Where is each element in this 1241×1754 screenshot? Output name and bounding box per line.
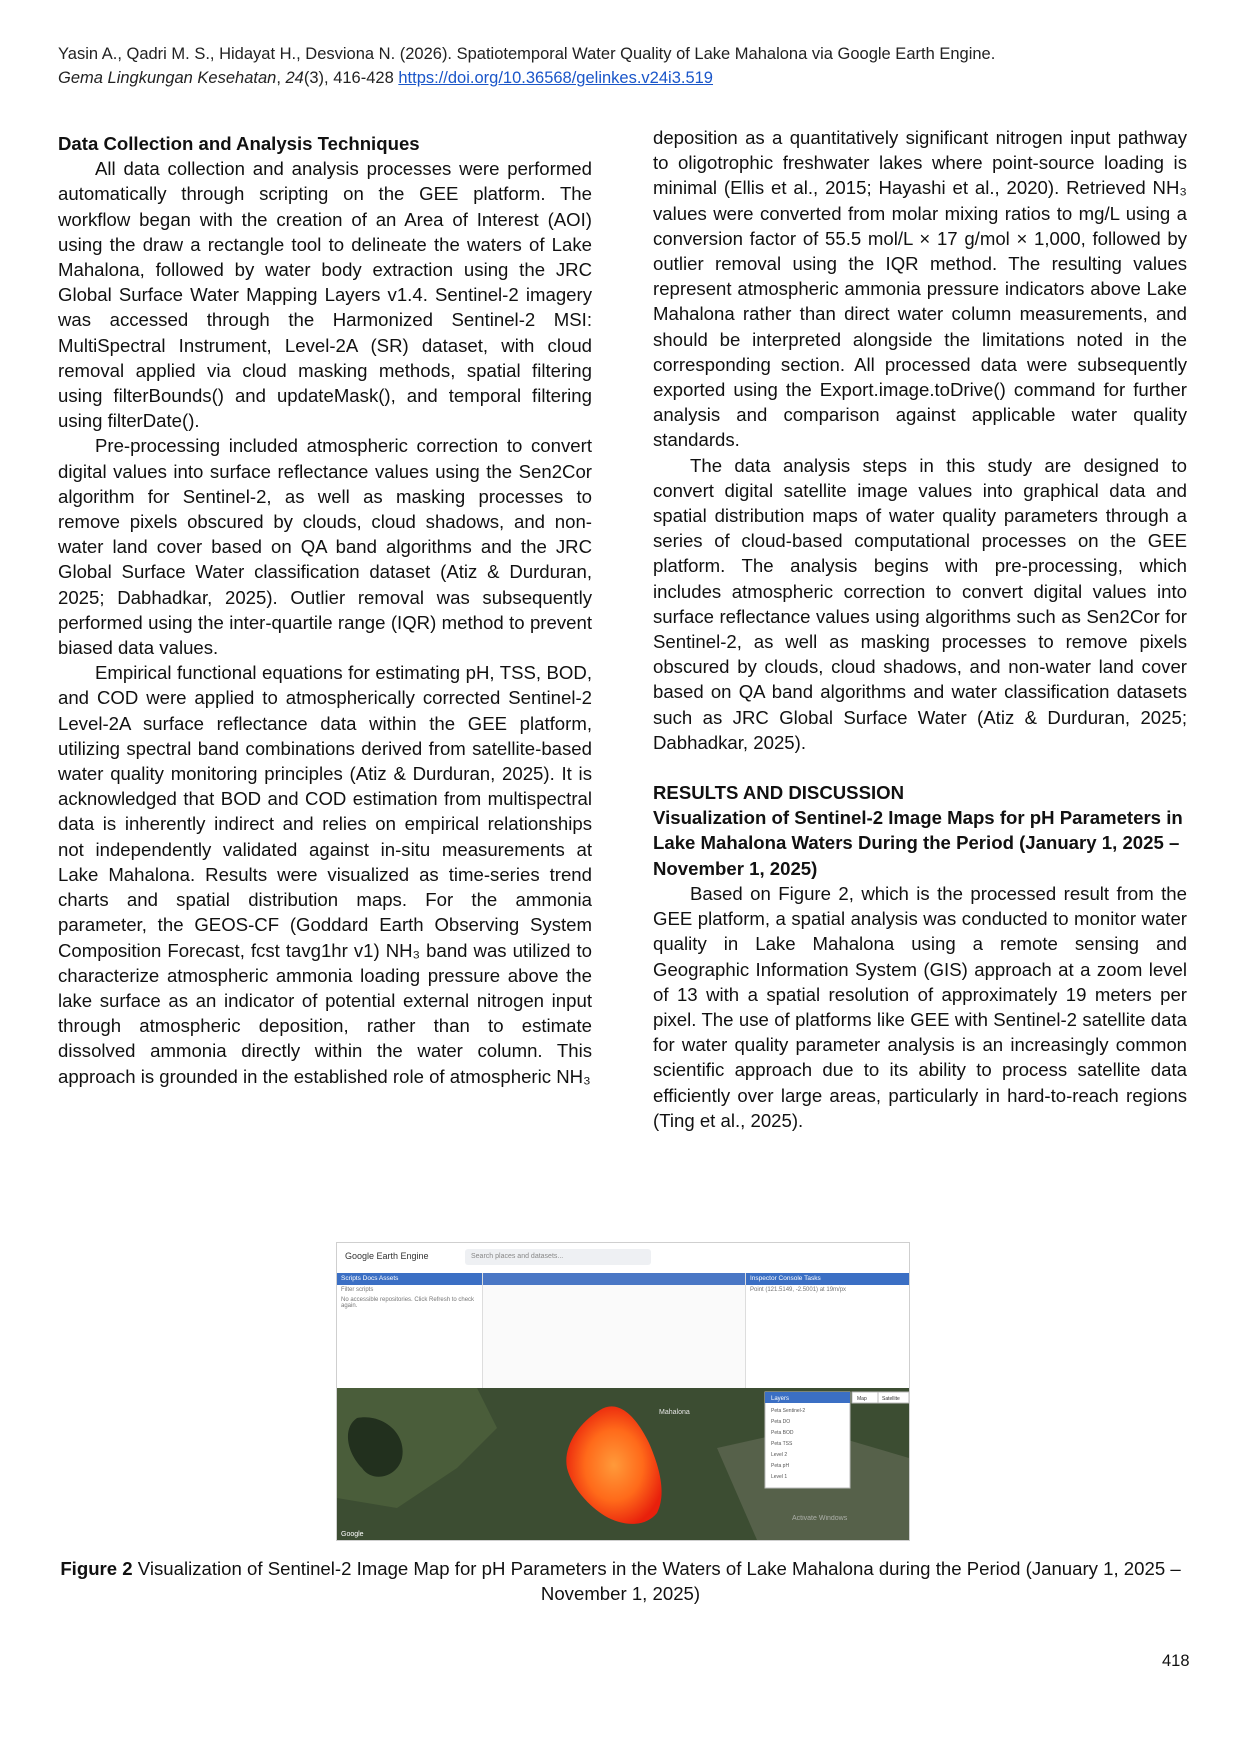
journal-line: Gema Lingkungan Kesehatan, 24(3), 416-428 https://doi.org/10.36568/gelinkes.v24i3.519 xyxy=(58,69,713,87)
gee-layer-item: Level 1 xyxy=(771,1474,788,1480)
figure-2-gee-screenshot xyxy=(336,1242,910,1541)
paragraph: Based on Figure 2, which is the processed result from the GEE platform, a spatial analysis was conducted to monitor water quality in Lake Mahalona using a remote sensing and Geographic Information System (GIS) approach at a zoom level of 13 with a spatial resolution of approximately 19 meters per pixel. The use of platforms like GEE with Sentinel-2 satellite data for water quality parameter analysis is an increasingly common scientific approach due to its ability to process satellite data efficiently over large areas, particularly in hard-to-reach regions (Ting et al., 2025). xyxy=(653,882,1187,1131)
gee-toolbar xyxy=(337,1243,909,1274)
section-heading-results: RESULTS AND DISCUSSION xyxy=(653,782,905,804)
paragraph: All data collection and analysis processes were performed automatically through scripting on the GEE platform. The workflow began with the creation of an Area of Interest (AOI) using the draw a rectangle tool to delineate the waters of Lake Mahalona, followed by water body extraction using the JRC Global Surface Water Mapping Layers v1.4. Sentinel-2 imagery was accessed through the Harmonized Sentinel-2 MSI: MultiSpectral Instrument, Level-2A (SR) dataset, with cloud removal applied via cloud masking methods, spatial filtering using filterBounds() and updateMask(), and temporal filtering using filterDate(). xyxy=(58,158,592,432)
section-heading-data-collection: Data Collection and Analysis Techniques xyxy=(58,133,420,154)
paragraph: deposition as a quantitatively significant nitrogen input pathway to oligotrophic freshwater lakes where point-source loading is minimal (Ellis et al., 2015; Hayashi et al., 2020). Retrieved NH₃ values were converted from molar mixing ratios to mg/L using a conversion factor of 55.5 mol/L × 17 g/mol × 1,000, followed by outlier removal using the IQR method. The resulting values represent atmospheric ammonia pressure indicators above Lake Mahalona rather than direct water column measurements, and should be interpreted alongside the limitations noted in the corresponding section. All processed data were subsequently exported using the Export.image.toDrive() command for further analysis and comparison against applicable water quality standards. xyxy=(653,127,1187,451)
figure-caption-text: Visualization of Sentinel-2 Image Map for pH Parameters in the Waters of Lake Mahalona during the Period (January 1, 2025 – November 1, 2025) xyxy=(132,1558,1181,1604)
gee-layer-item: Peta BOD xyxy=(771,1430,794,1436)
gee-inspector-tabs[interactable]: Inspector Console Tasks xyxy=(746,1273,909,1285)
gee-code-editor[interactable] xyxy=(483,1273,746,1388)
page-number: 418 xyxy=(1162,1652,1190,1670)
issue-pages: (3), 416-428 xyxy=(303,69,394,87)
paragraph: Pre-processing included atmospheric correction to convert digital values into surface reflectance values using the Sen2Cor algorithm for Sentinel-2, as well as masking processes to remove pixels obscured by clouds, cloud shadows, and non-water land cover based on QA band algorithms and the JRC Global Surface Water classification dataset (Atiz & Durduran, 2025; Dabhadkar, 2025). Outlier removal was subsequently performed using the inter-quartile range (IQR) method to prevent biased data values. xyxy=(58,435,592,659)
figure-label: Figure 2 xyxy=(60,1558,133,1579)
gee-layers-title: Layers xyxy=(771,1396,790,1402)
gee-layer-item: Peta DO xyxy=(771,1419,791,1425)
gee-satellite-button-label: Satellite xyxy=(882,1396,900,1402)
right-column xyxy=(653,125,1187,1133)
gee-layer-item: Peta pH xyxy=(771,1463,790,1469)
gee-layer-item: Peta TSS xyxy=(771,1441,793,1447)
map-label-mahalona: Mahalona xyxy=(659,1409,690,1416)
paragraph: The data analysis steps in this study are designed to convert digital satellite image values into graphical data and spatial distribution maps of water quality parameters through a series of cloud-based computational processes on the GEE platform. The analysis begins with pre-processing, which includes atmospheric correction to convert digital values into surface reflectance values using algorithms such as Sen2Cor for Sentinel-2, as well as masking processes to remove pixels obscured by clouds, cloud shadows, and non-water land cover based on QA band algorithms and water classification datasets such as JRC Global Surface Water (Atiz & Durduran, 2025; Dabhadkar, 2025). xyxy=(653,454,1187,753)
gee-repo-message: No accessible repositories. Click Refresh to check again. xyxy=(341,1297,475,1309)
citation-line: Yasin A., Qadri M. S., Hidayat H., Desviona N. (2026). Spatiotemporal Water Quality of Lake Mahalona via Google Earth Engine. xyxy=(58,45,996,63)
gee-map-button-label: Map xyxy=(857,1396,867,1402)
windows-watermark: Activate Windows xyxy=(792,1515,848,1522)
gee-scripts-tabs[interactable]: Scripts Docs Assets xyxy=(337,1273,482,1285)
journal-name: Gema Lingkungan Kesehatan xyxy=(58,69,277,87)
gee-inspector-panel xyxy=(746,1273,909,1388)
left-column xyxy=(58,125,592,1089)
google-logo-text: Google xyxy=(341,1531,364,1538)
gee-layer-item: Peta Sentinel-2 xyxy=(771,1408,806,1414)
gee-search-input[interactable]: Search places and datasets... xyxy=(465,1249,651,1265)
subheading-ph-visualization: Visualization of Sentinel-2 Image Maps for pH Parameters in Lake Mahalona Waters During the Period (January 1, 2025 – November 1, 2025) xyxy=(653,807,1183,879)
gee-layer-item: Level 2 xyxy=(771,1452,788,1458)
gee-map-view[interactable] xyxy=(337,1388,909,1540)
figure-caption xyxy=(58,1556,1183,1606)
paragraph: Empirical functional equations for estimating pH, TSS, BOD, and COD were applied to atmospherically corrected Sentinel-2 Level-2A surface reflectance data within the GEE platform, utilizing spectral band combinations derived from satellite-based water quality monitoring principles (Atiz & Durduran, 2025). It is acknowledged that BOD and COD estimation from multispectral data is inherently indirect and relies on empirical relationships not independently validated against in-situ measurements at Lake Mahalona. Results were visualized as time-series trend charts and spatial distribution maps. For the ammonia parameter, the GEOS-CF (Goddard Earth Observing System Composition Forecast, fcst tavg1hr v1) NH₃ band was utilized to characterize atmospheric ammonia loading pressure above the lake surface as an indicator of potential external nitrogen input through atmospheric deposition, rather than to estimate dissolved ammonia directly within the water column. This approach is grounded in the established role of atmospheric NH₃ xyxy=(58,662,592,1087)
gee-inspector-point: Point (121.5149, -2.5001) at 19m/px xyxy=(750,1287,847,1293)
gee-filter-scripts[interactable]: Filter scripts xyxy=(341,1287,374,1293)
gee-scripts-panel xyxy=(337,1273,483,1388)
volume: 24 xyxy=(285,69,304,87)
gee-editor-toolbar xyxy=(483,1273,745,1285)
gee-app-title: Google Earth Engine xyxy=(345,1251,429,1261)
doi-link[interactable]: https://doi.org/10.36568/gelinkes.v24i3.519 xyxy=(398,69,713,87)
running-header xyxy=(58,42,1188,90)
